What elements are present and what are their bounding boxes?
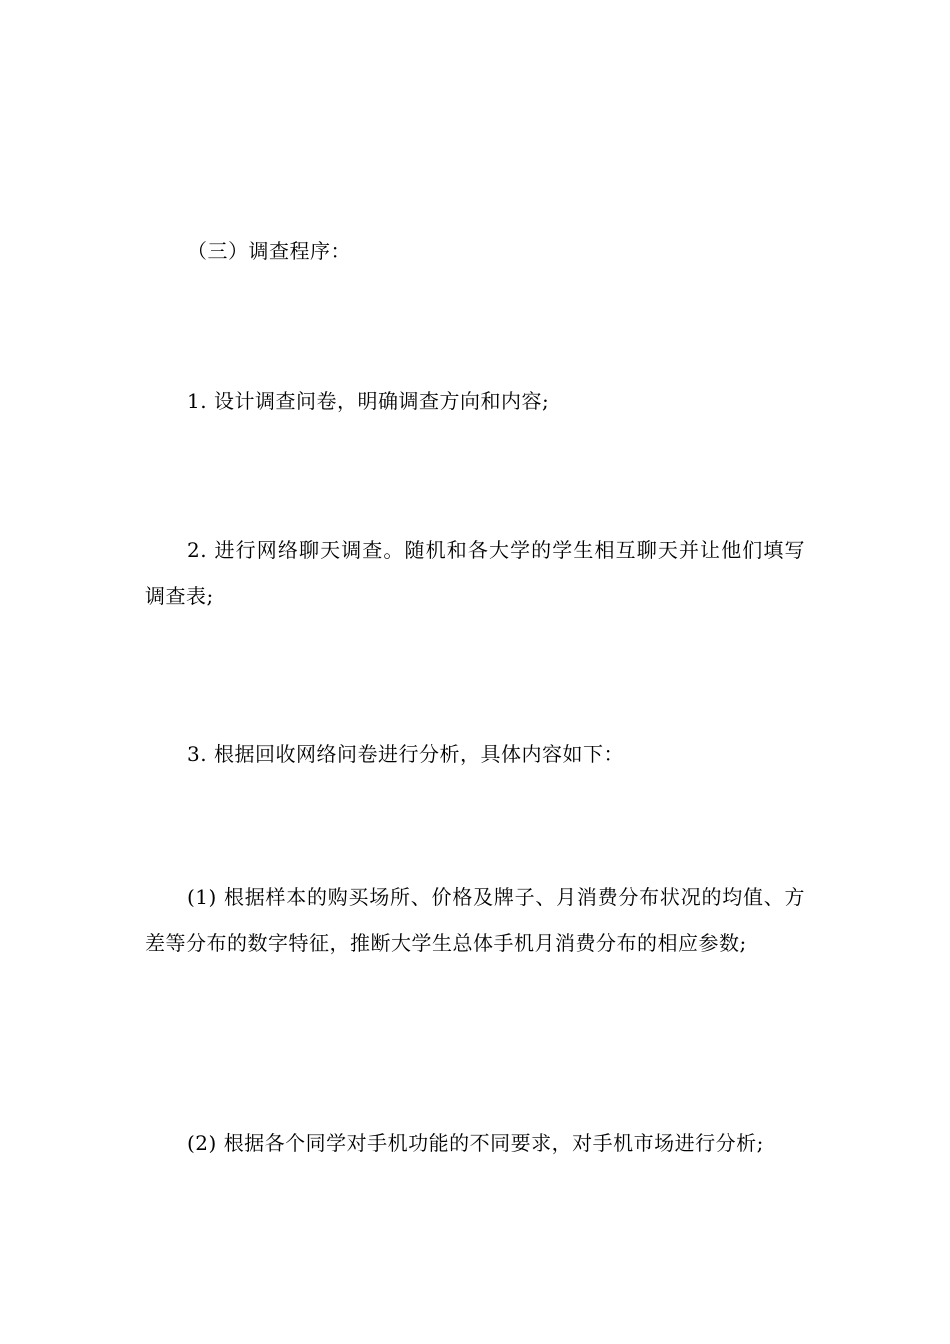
sub-item-1-paragraph: (1) 根据样本的购买场所、价格及牌子、月消费分布状况的均值、方差等分布的数字特征，推断大学生总体手机月消费分布的相应参数; <box>145 885 805 955</box>
sub-item-2-paragraph: (2) 根据各个同学对手机功能的不同要求，对手机市场进行分析; <box>187 1131 764 1155</box>
section-heading: （三）调查程序： <box>187 239 351 263</box>
step-3-paragraph: 3. 根据回收网络问卷进行分析，具体内容如下： <box>187 742 624 766</box>
step-1-paragraph: 1. 设计调查问卷，明确调查方向和内容; <box>187 389 550 413</box>
step-2-paragraph: 2. 进行网络聊天调查。随机和各大学的学生相互聊天并让他们填写调查表; <box>145 538 805 608</box>
